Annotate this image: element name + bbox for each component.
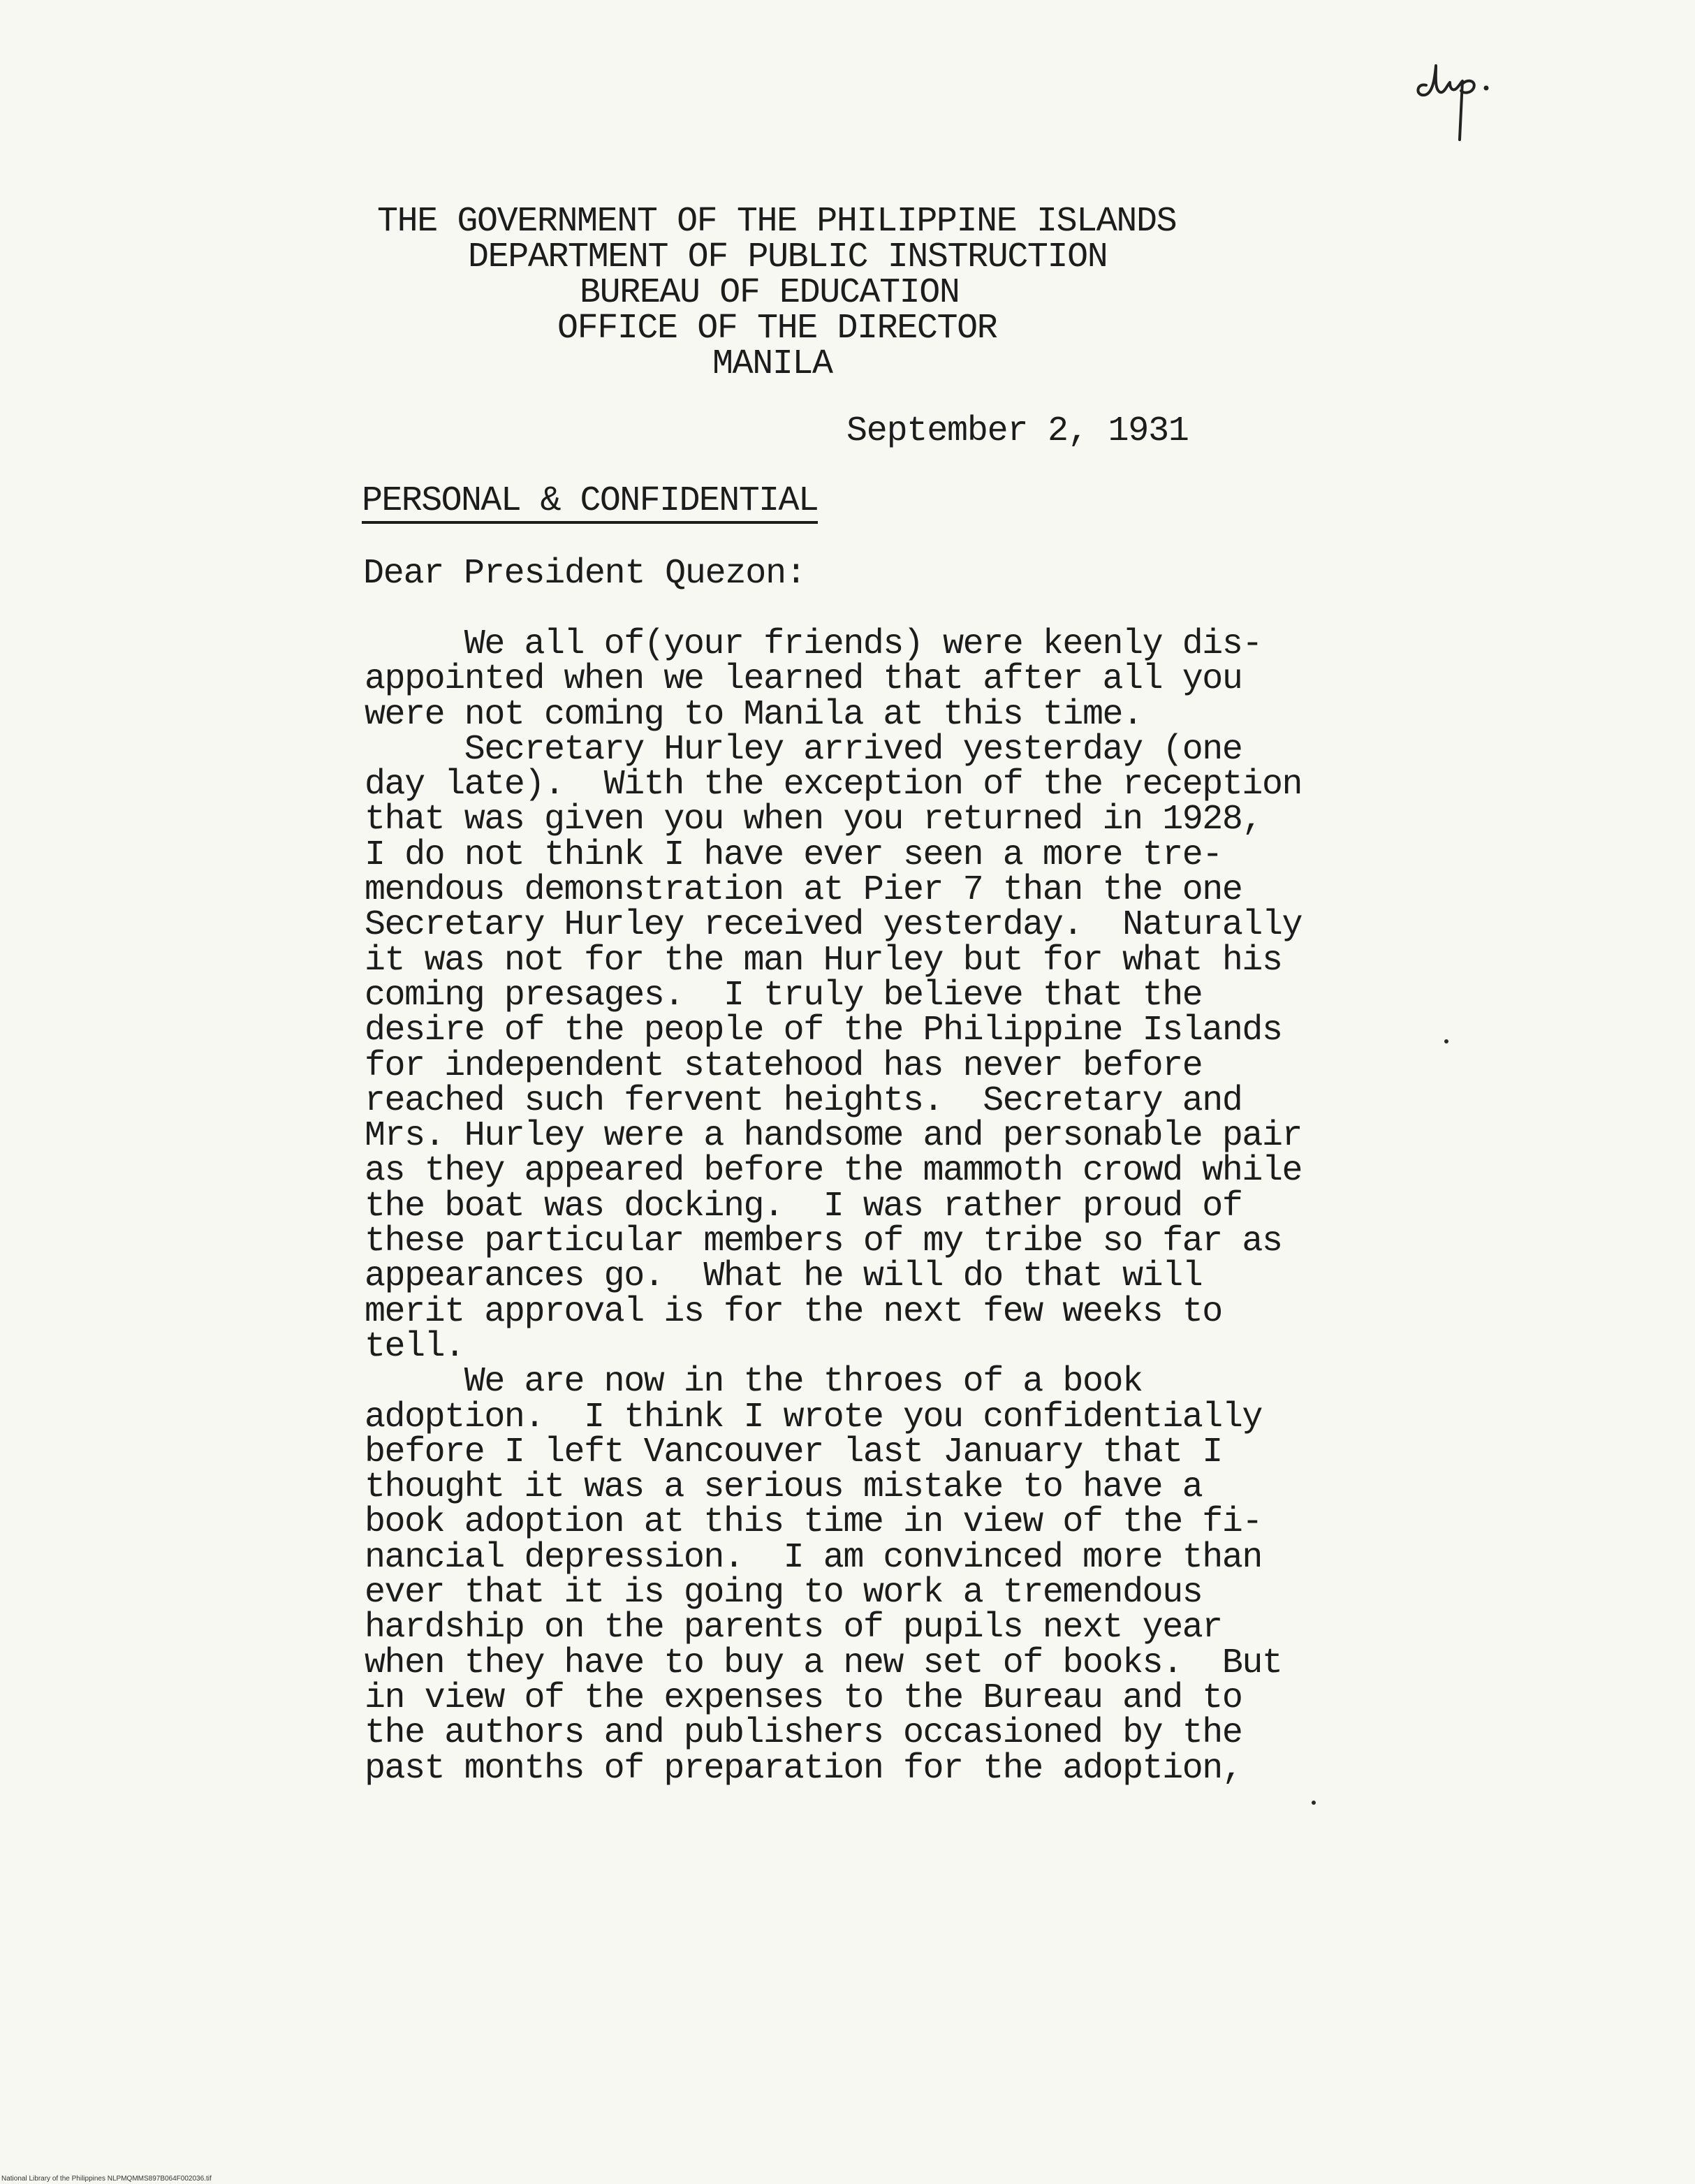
body-line: for independent statehood has never before xyxy=(365,1046,1203,1086)
body-line: past months of preparation for the adoption, xyxy=(365,1748,1242,1789)
body-line: ever that it is going to work a tremendous xyxy=(365,1573,1203,1613)
letterhead-bureau: BUREAU OF EDUCATION xyxy=(580,273,960,313)
body-line: the boat was docking. I was rather proud of xyxy=(365,1186,1242,1226)
letterhead-department: DEPARTMENT OF PUBLIC INSTRUCTION xyxy=(468,237,1108,277)
body-line: nancial depression. I am convinced more than xyxy=(365,1537,1262,1578)
body-line: day late). With the exception of the reception xyxy=(365,765,1303,805)
body-line: coming presages. I truly believe that the xyxy=(365,975,1203,1016)
body-line: Mrs. Hurley were a handsome and personable pair xyxy=(365,1116,1303,1157)
body-line: desire of the people of the Philippine Islands xyxy=(365,1011,1282,1051)
body-line: Secretary Hurley received yesterday. Naturally xyxy=(365,905,1303,946)
letterhead-city: MANILA xyxy=(712,344,832,384)
body-line: appearances go. What he will do that will xyxy=(365,1256,1203,1297)
letter-body xyxy=(365,624,1303,1789)
body-line: these particular members of my tribe so far as xyxy=(365,1222,1282,1262)
body-line: as they appeared before the mammoth crowd while xyxy=(365,1151,1303,1192)
paper-speck xyxy=(1312,1801,1316,1805)
body-line: book adoption at this time in view of the fi- xyxy=(365,1502,1262,1543)
body-line: reached such fervent heights. Secretary and xyxy=(365,1080,1242,1121)
body-line: We all of(your friends) were keenly dis- xyxy=(365,624,1262,664)
salutation: Dear President Quezon: xyxy=(363,554,806,594)
body-line: mendous demonstration at Pier 7 than the one xyxy=(365,870,1242,911)
paper-speck xyxy=(1444,1039,1448,1043)
body-line: when they have to buy a new set of books. But xyxy=(365,1643,1282,1683)
body-line: I do not think I have ever seen a more tre- xyxy=(365,835,1222,875)
body-line: it was not for the man Hurley but for what his xyxy=(365,940,1282,981)
handwritten-annotation xyxy=(1411,42,1509,147)
body-line: before I left Vancouver last January that I xyxy=(365,1432,1222,1472)
letterhead-government: THE GOVERNMENT OF THE PHILIPPINE ISLANDS xyxy=(377,202,1177,242)
body-line: the authors and publishers occasioned by the xyxy=(365,1713,1242,1754)
body-line: Secretary Hurley arrived yesterday (one xyxy=(365,729,1242,770)
letterhead-office: OFFICE OF THE DIRECTOR xyxy=(557,309,997,349)
body-line: We are now in the throes of a book xyxy=(365,1362,1143,1402)
body-line: thought it was a serious mistake to have a xyxy=(365,1467,1203,1508)
body-line: hardship on the parents of pupils next year xyxy=(365,1608,1222,1648)
body-line: merit approval is for the next few weeks to xyxy=(365,1291,1222,1332)
confidential-marking: PERSONAL & CONFIDENTIAL xyxy=(362,483,818,524)
body-line: in view of the expenses to the Bureau and to xyxy=(365,1678,1242,1718)
body-line: that was given you when you returned in 1928, xyxy=(365,800,1262,840)
letter-date: September 2, 1931 xyxy=(846,411,1189,451)
body-line: appointed when we learned that after all you xyxy=(365,659,1242,700)
body-line: were not coming to Manila at this time. xyxy=(365,694,1143,735)
body-line: adoption. I think I wrote you confidentially xyxy=(365,1397,1262,1437)
archive-footer: National Library of the Philippines NLPMQMMS897B064F002036.tif xyxy=(1,2175,212,2183)
body-line: tell. xyxy=(365,1326,464,1367)
